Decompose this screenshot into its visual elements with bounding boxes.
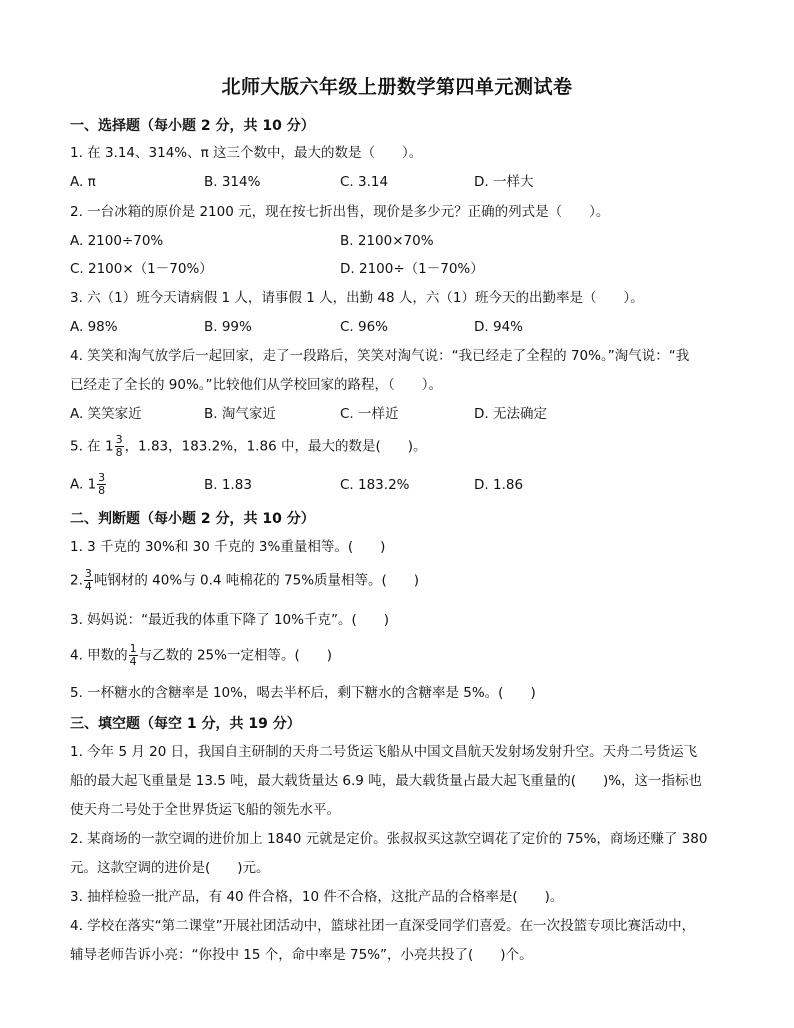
choice-q3-option-c: C. 96% — [340, 319, 389, 335]
choice-q4-text-line1: 4. 笑笑和淘气放学后一起回家，走了一段路后，笑笑对淘气说：“我已经走了全程的 70%。”淘气说：“我 — [70, 348, 690, 364]
fraction-numerator: 3 — [84, 567, 92, 580]
choice-q5-text-post: ，1.83，183.2%，1.86 中，最大的数是( )。 — [124, 438, 427, 455]
fraction-numerator: 3 — [115, 433, 123, 446]
judge-q3-text: 3. 妈妈说：“最近我的体重下降了 10%千克”。( ) — [70, 612, 389, 628]
choice-q1-option-d: D. 一样大 — [474, 174, 534, 190]
choice-q1-option-a: A. π — [70, 174, 96, 190]
choice-q4-option-d: D. 无法确定 — [474, 406, 547, 422]
section-heading-judge: 二、判断题（每小题 2 分，共 10 分） — [70, 511, 315, 527]
choice-q5-fraction — [115, 434, 124, 459]
choice-q5-option-b: B. 1.83 — [204, 477, 252, 493]
fill-q3-text: 3. 抽样检验一批产品，有 40 件合格，10 件不合格，这批产品的合格率是( )。 — [70, 889, 564, 905]
page-title: 北师大版六年级上册数学第四单元测试卷 — [221, 76, 573, 98]
judge-q2-text-post: 吨钢材的 40%与 0.4 吨棉花的 75%质量相等。( ) — [93, 572, 420, 589]
choice-q3-option-a: A. 98% — [70, 319, 118, 335]
fraction-denominator: 8 — [98, 484, 106, 497]
fraction-denominator: 8 — [115, 446, 123, 459]
fraction-numerator: 3 — [98, 471, 106, 484]
judge-q4-fraction — [129, 643, 138, 668]
choice-q3-option-b: B. 99% — [204, 319, 252, 335]
fraction-denominator: 4 — [129, 655, 137, 668]
fill-q4-line2: 辅导老师告诉小亮：“你投中 15 个，命中率是 75%”，小亮共投了( )个。 — [70, 947, 533, 963]
choice-q2-option-a: A. 2100÷70% — [70, 233, 164, 249]
choice-q4-option-a: A. 笑笑家近 — [70, 406, 142, 422]
judge-q4-text — [70, 643, 332, 668]
choice-q3-text: 3. 六（1）班今天请病假 1 人，请事假 1 人，出勤 48 人，六（1）班今天的出勤率是（ ）。 — [70, 290, 644, 306]
choice-q5-option-d: D. 1.86 — [474, 477, 524, 493]
fill-q1-line2: 船的最大起飞重量是 13.5 吨，最大载货量达 6.9 吨，最大载货量占最大起飞重量的( )%，这一指标也 — [70, 773, 703, 789]
choice-q3-option-d: D. 94% — [474, 319, 523, 335]
fill-q4-line1: 4. 学校在落实“第二课堂”开展社团活动中，篮球社团一直深受同学们喜爱。在一次投篮专项比赛活动中， — [70, 918, 696, 934]
judge-q2-fraction — [84, 568, 93, 593]
choice-q2-option-d: D. 2100÷（1－70%） — [340, 261, 484, 277]
choice-q5-text-pre: 5. 在 1 — [70, 438, 114, 455]
fill-q1-line3: 使天舟二号处于全世界货运飞船的领先水平。 — [70, 802, 340, 818]
fill-q1-line1: 1. 今年 5 月 20 日，我国自主研制的天舟二号货运飞船从中国文昌航天发射场发射升空。天舟二号货运飞 — [70, 744, 698, 760]
fill-q2-line1: 2. 某商场的一款空调的进价加上 1840 元就是定价。张叔叔买这款空调花了定价的 75%，商场还赚了 380 — [70, 831, 708, 847]
judge-q4-text-post: 与乙数的 25%一定相等。( ) — [138, 647, 333, 664]
choice-q2-option-c: C. 2100×（1－70%） — [70, 261, 213, 277]
fill-q2-line2: 元。这款空调的进价是( )元。 — [70, 860, 270, 876]
judge-q2-text-pre: 2. — [70, 572, 83, 589]
choice-q2-option-b: B. 2100×70% — [340, 233, 434, 249]
judge-q5-text: 5. 一杯糖水的含糖率是 10%，喝去半杯后，剩下糖水的含糖率是 5%。( ) — [70, 685, 536, 701]
choice-q5-option-a — [70, 472, 107, 497]
choice-q5-option-a-pre: A. 1 — [70, 476, 97, 493]
choice-q1-text: 1. 在 3.14、314%、π 这三个数中，最大的数是（ ）。 — [70, 145, 423, 161]
choice-q1-option-c: C. 3.14 — [340, 174, 389, 190]
choice-q5-option-a-fraction — [97, 472, 106, 497]
fraction-denominator: 4 — [84, 580, 92, 593]
choice-q4-text-line2: 已经走了全长的 90%。”比较他们从学校回家的路程，（ ）。 — [70, 377, 443, 393]
section-heading-choice: 一、选择题（每小题 2 分，共 10 分） — [70, 118, 315, 134]
choice-q2-text: 2. 一台冰箱的原价是 2100 元，现在按七折出售，现价是多少元？正确的列式是（ ）。 — [70, 204, 610, 220]
judge-q4-text-pre: 4. 甲数的 — [70, 647, 128, 664]
judge-q1-text: 1. 3 千克的 30%和 30 千克的 3%重量相等。( ) — [70, 539, 386, 555]
section-heading-fill: 三、填空题（每空 1 分，共 19 分） — [70, 716, 301, 732]
choice-q5-text — [70, 434, 426, 459]
choice-q4-option-c: C. 一样近 — [340, 406, 399, 422]
choice-q4-option-b: B. 淘气家近 — [204, 406, 276, 422]
choice-q1-option-b: B. 314% — [204, 174, 261, 190]
choice-q5-option-c: C. 183.2% — [340, 477, 410, 493]
judge-q2-text — [70, 568, 419, 593]
fraction-numerator: 1 — [129, 642, 137, 655]
